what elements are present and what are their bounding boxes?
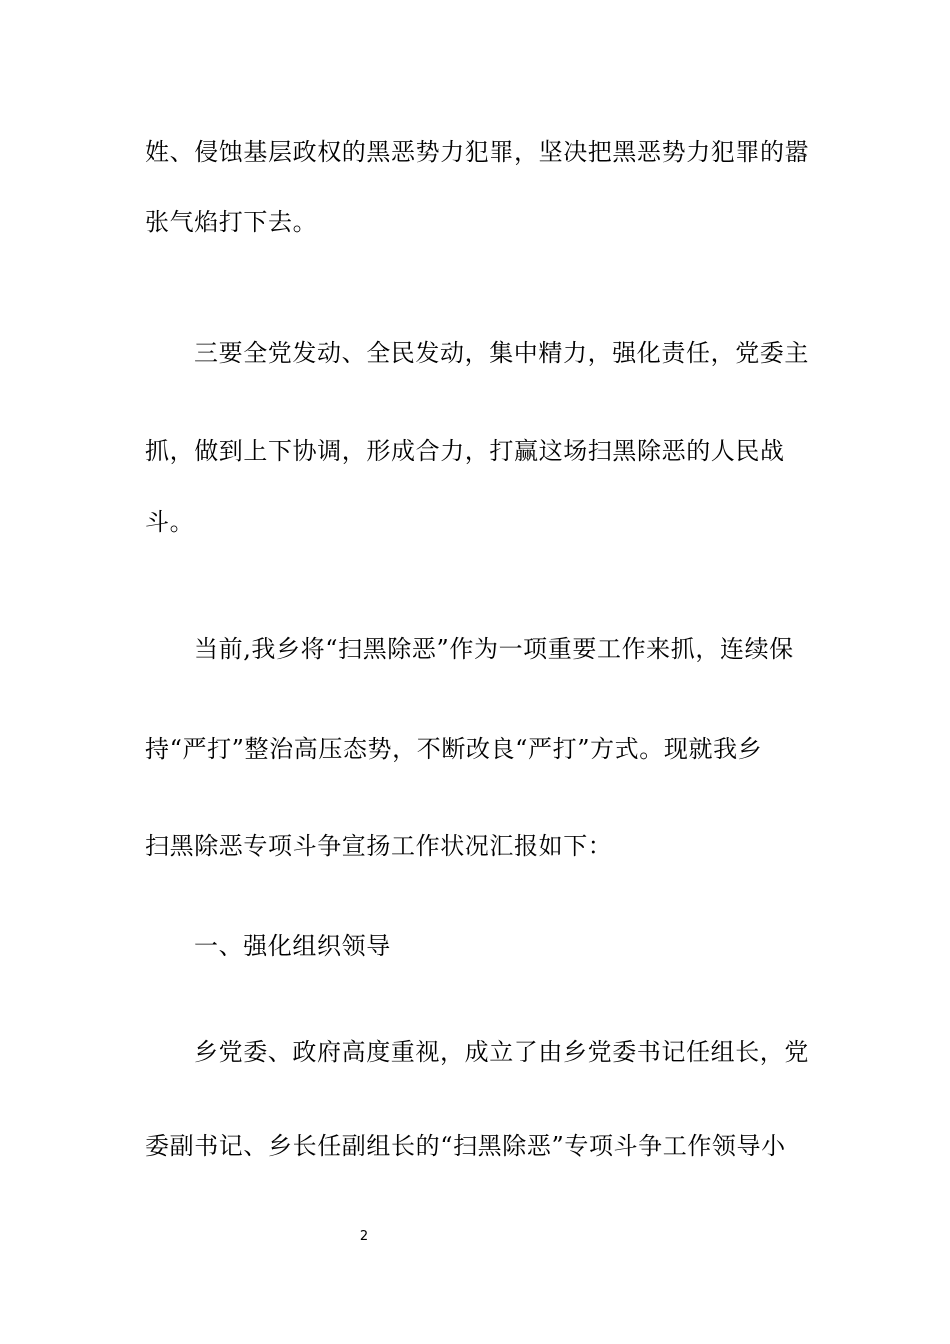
body-text-line: 委副书记、乡长任副组长的“扫黑除恶”专项斗争工作领导小 <box>145 1132 786 1160</box>
body-text-line: 张气焰打下去。 <box>145 208 318 236</box>
section-heading: 一、强化组织领导 <box>194 932 391 960</box>
body-text-line: 持“严打”整治高压态势，不断改良“严打”方式。现就我乡 <box>145 735 763 763</box>
body-text-line: 三要全党发动、全民发动，集中精力，强化责任，党委主 <box>194 339 809 367</box>
page-number: 2 <box>359 1229 369 1244</box>
body-text-line: 斗。 <box>145 508 195 536</box>
body-text-line: 乡党委、政府高度重视，成立了由乡党委书记任组长，党 <box>194 1038 809 1066</box>
body-text-line: 抓，做到上下协调，形成合力，打赢这场扫黑除恶的人民战 <box>145 437 785 465</box>
body-text-line: 当前,我乡将“扫黑除恶”作为一项重要工作来抓，连续保 <box>194 635 794 663</box>
body-text-line: 姓、侵蚀基层政权的黑恶势力犯罪，坚决把黑恶势力犯罪的嚣 <box>145 138 810 166</box>
body-text-line: 扫黑除恶专项斗争宣扬工作状况汇报如下： <box>145 832 613 860</box>
